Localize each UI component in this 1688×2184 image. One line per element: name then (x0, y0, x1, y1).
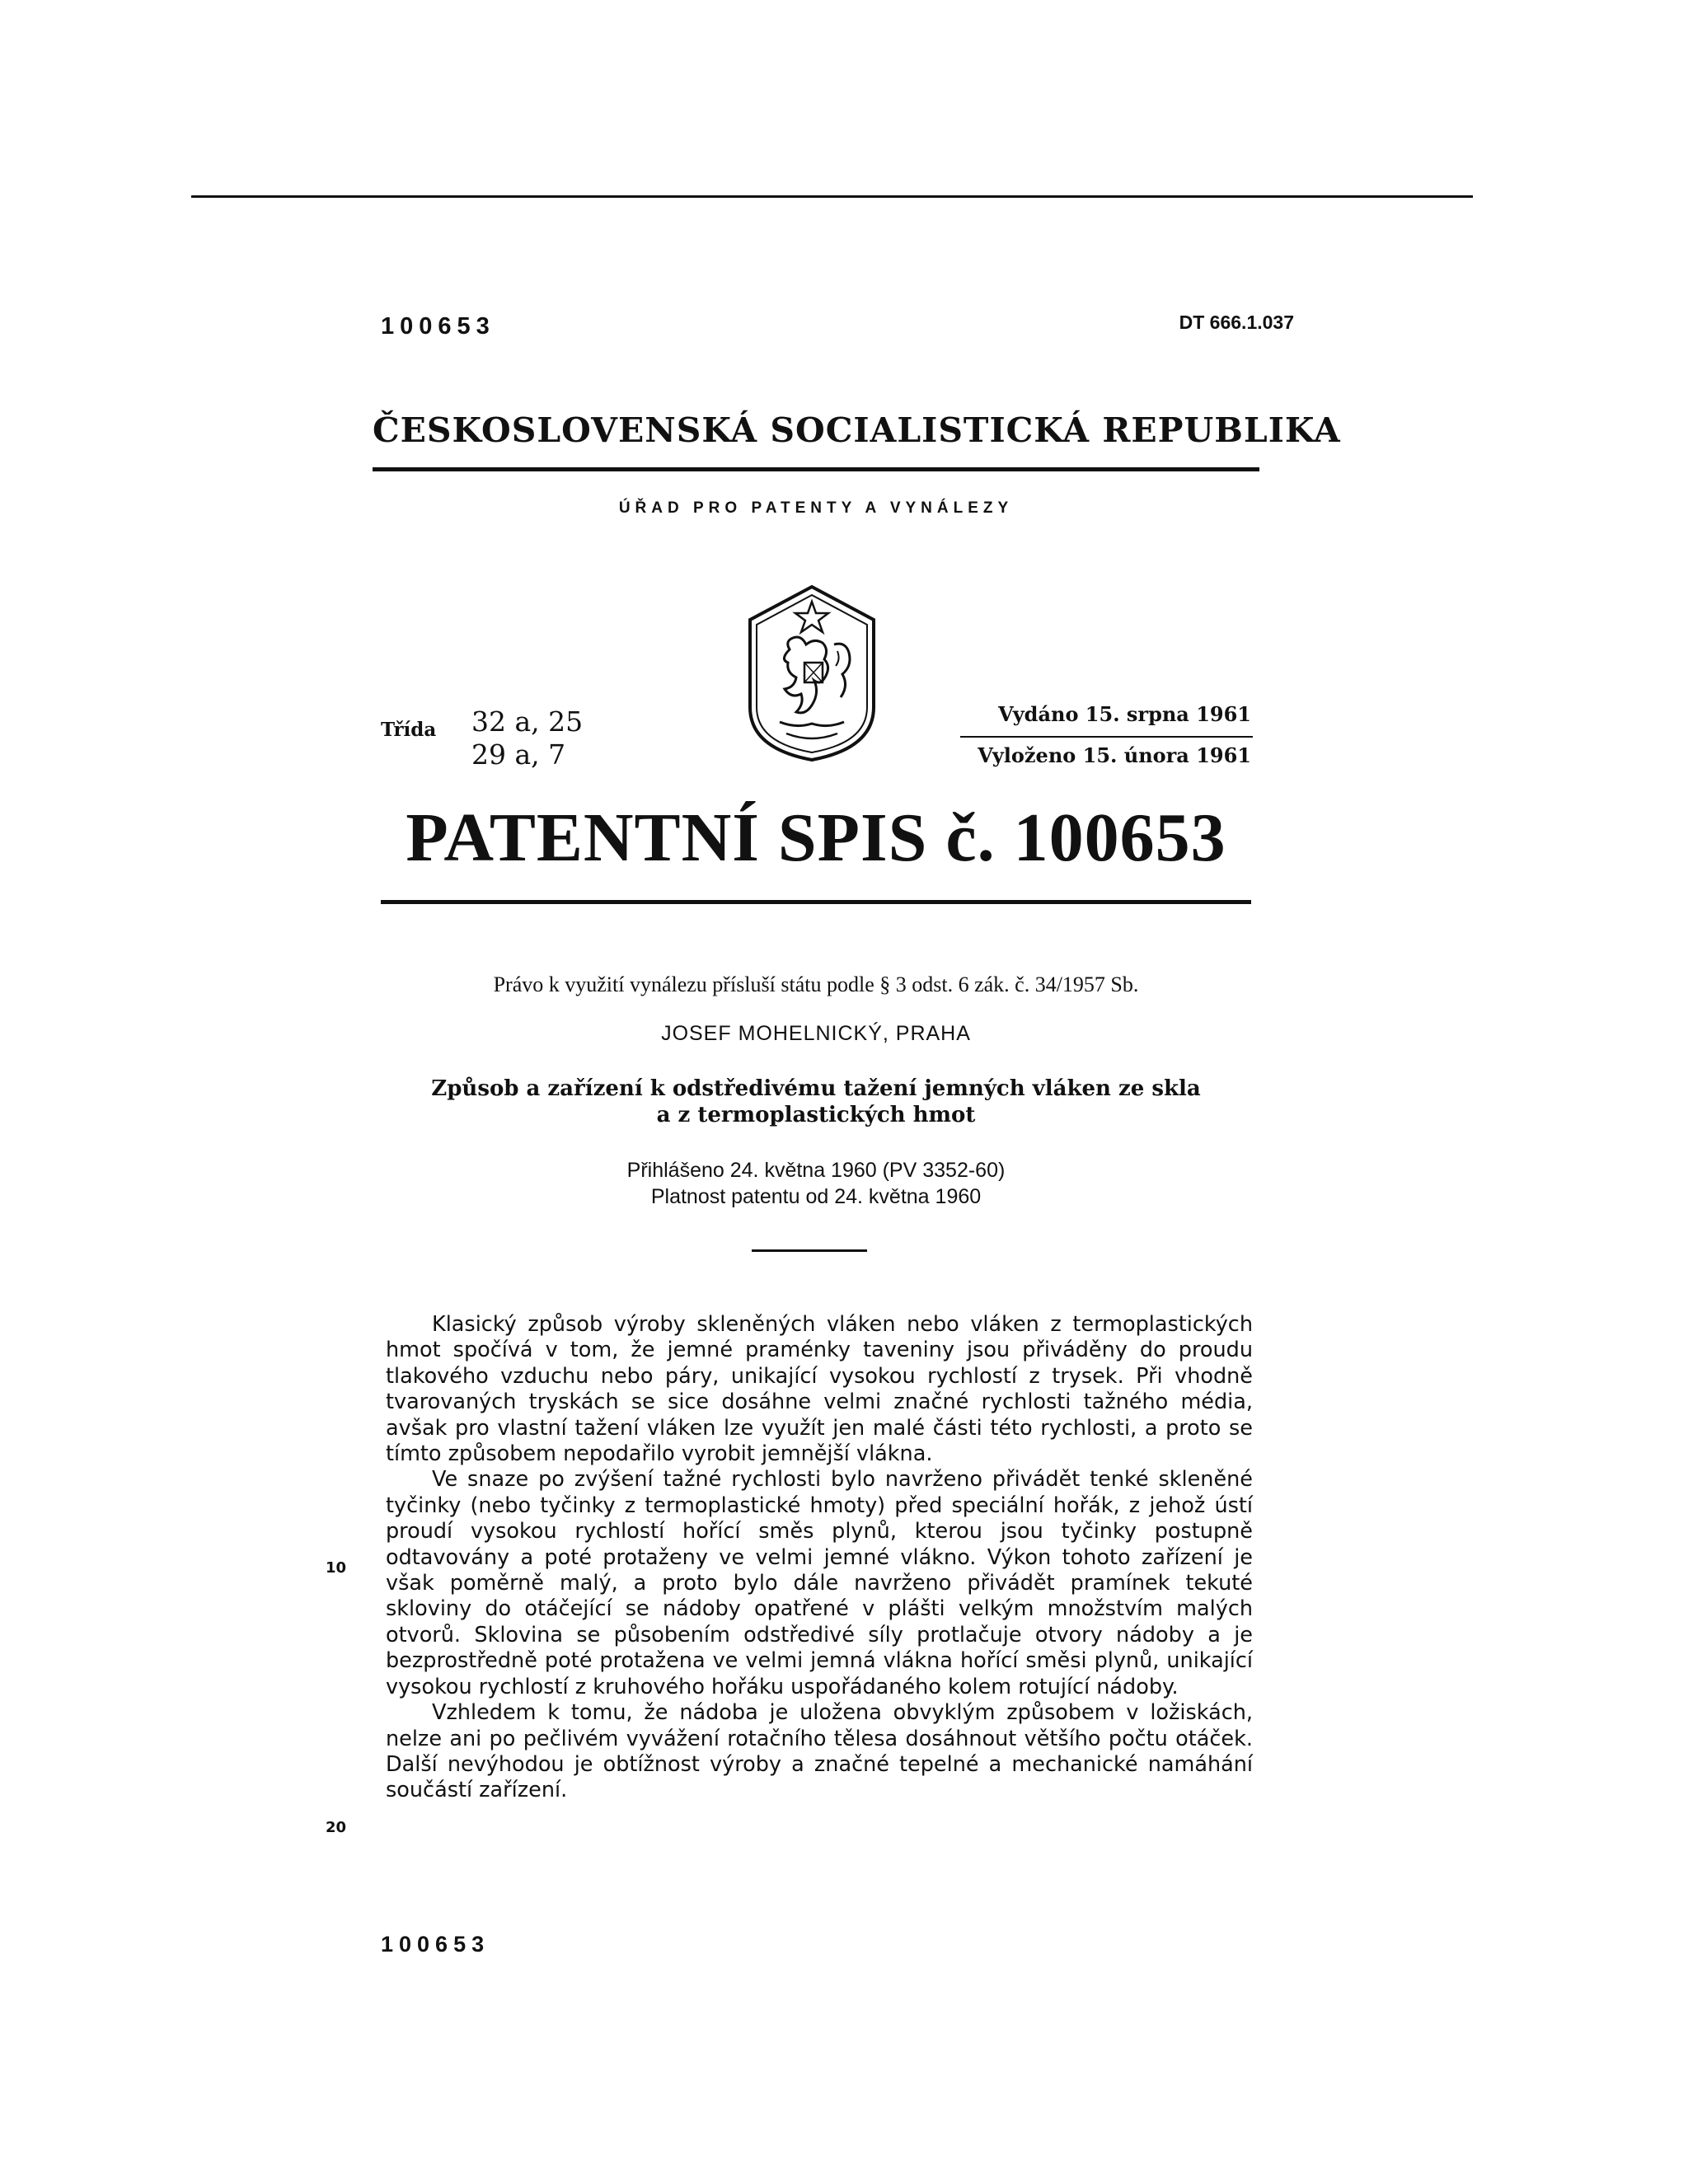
footer-document-number: 100653 (381, 1932, 490, 1957)
patent-validity: Platnost patentu od 24. května 1960 (650, 1185, 982, 1208)
line-number-20: 20 (326, 1819, 347, 1836)
filing-date: Přihlášeno 24. května 1960 (PV 3352-60) (626, 1159, 1006, 1182)
paragraph-2: Ve snaze po zvýšení tažné rychlosti bylo navrženo přivádět tenké skleněné tyčinky (nebo tyčinky z termoplastické hmoty) před speciální hořák, z jehož ústí proudí vysokou rychlostí hořící směs plynů, kterou jsou tyčinky postupně odtavovány a poté protaženy ve velmi jemné vlákno. Výkon tohoto zařízení je však poměrně malý, a proto bylo dále navrženo přivádět pramínek tekuté skloviny do otáčející se nádoby opatřené v plášti velkým množstvím malých otvorů. Sklovina se působením odstředivé síly protlačuje otvory nádoby a je bezprostředně poté protažena ve velmi jemná vlákna hořící směsi plynů, unikající vysokou rychlostí z kruhového hořáku uspořádaného kolem rotující nádoby. (386, 1467, 1253, 1699)
document-number: 100653 (381, 313, 495, 340)
rights-note: Právo k využití vynálezu přísluší státu podle § 3 odst. 6 zák. č. 34/1957 Sb. (493, 972, 1139, 996)
patent-title: PATENTNÍ SPIS č. 100653 (406, 799, 1226, 876)
title-rule (381, 900, 1251, 904)
invention-title-line-1: Způsob a zařízení k odstředivému tažení jemných vláken ze skla (431, 1076, 1201, 1101)
body-text (386, 1312, 1253, 1804)
paragraph-3: Vzhledem k tomu, že nádoba je uložena obvyklým způsobem v ložiskách, nelze ani po pečlivém vyvážení rotačního tělesa dosáhnout většího počtu otáček. Další nevýhodou je obtížnost výroby a značné tepelné a mechanické namáhání součástí zařízení. (386, 1700, 1253, 1803)
inventor-name: JOSEF MOHELNICKÝ, PRAHA (661, 1022, 971, 1045)
section-divider (752, 1249, 867, 1252)
laid-out-date: Vyloženo 15. února 1961 (978, 743, 1251, 767)
paragraph-1: Klasický způsob výroby skleněných vláken nebo vláken z termoplastických hmot spočívá v tom, že jemné praménky taveniny jsou přiváděny do proudu tlakového vzduchu nebo páry, unikající vysokou rychlostí z trysek. Při vhodně tvarovaných tryskách se sice dosáhne velmi značné rychlosti tažného média, avšak pro vlastní tažení vláken lze využít jen malé části této rychlosti, a proto se tímto způsobem nepodařilo vyrobit jemnější vlákna. (386, 1312, 1253, 1467)
header-rule (373, 467, 1259, 471)
state-emblem-icon (747, 583, 877, 763)
issued-rule (960, 736, 1253, 738)
top-rule (191, 195, 1473, 198)
class-line-2: 29 a, 7 (471, 738, 566, 771)
line-number-10: 10 (326, 1559, 347, 1577)
office-name: ÚŘAD PRO PATENTY A VYNÁLEZY (618, 499, 1014, 517)
dt-code: DT 666.1.037 (1179, 312, 1294, 333)
class-label: Třída (381, 719, 437, 741)
issued-date: Vydáno 15. srpna 1961 (998, 702, 1251, 726)
invention-title-line-2: a z termoplastických hmot (656, 1103, 976, 1127)
country-name: ČESKOSLOVENSKÁ SOCIALISTICKÁ REPUBLIKA (373, 410, 1341, 450)
class-line-1: 32 a, 25 (471, 705, 584, 738)
